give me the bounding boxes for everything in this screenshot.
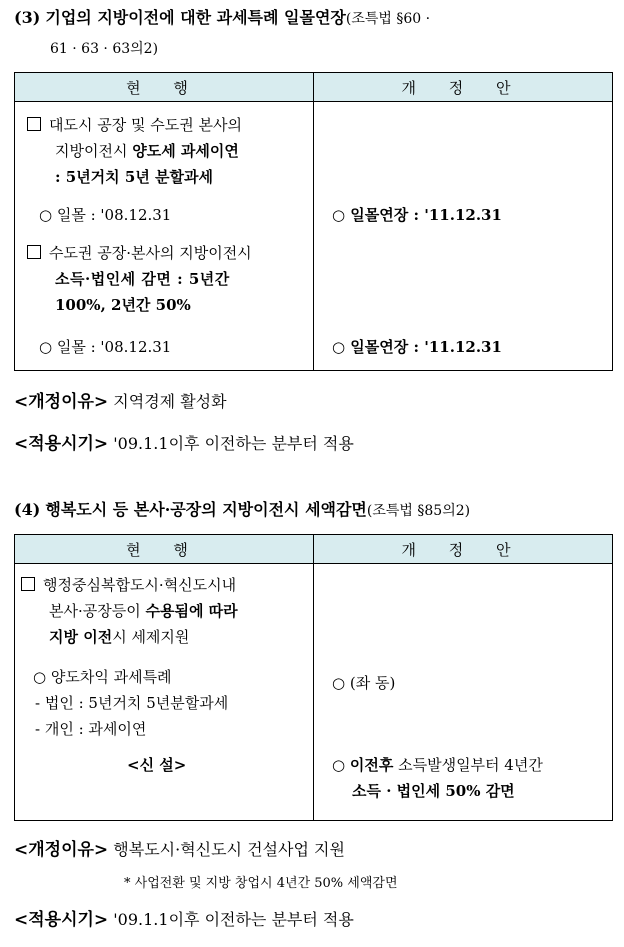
section4-number: (4) (14, 500, 41, 519)
item2-line3: 100%, 2년간 50% (55, 296, 191, 314)
item2-line2: 소득·법인세 감면 : 5년간 (55, 270, 230, 288)
section4-reason-tag: <개정이유> (14, 840, 109, 860)
right-line2c: 소득발생일부터 4년간 (393, 756, 543, 774)
section3-number: (3) (14, 8, 41, 27)
right-line2b: 이전후 (349, 756, 394, 774)
section3-reason-text: 지역경제 활성화 (113, 392, 227, 411)
section4-reason (14, 838, 345, 862)
item1-sunset: ○ 일몰 : '08.12.31 (39, 206, 172, 224)
section4-table (14, 534, 613, 821)
section3-table (14, 72, 613, 371)
section4-reason-text: 행복도시·혁신도시 건설사업 지원 (113, 840, 345, 859)
right-line1: ○ (좌 동) (332, 674, 396, 692)
item-line3b: 시 세제지원 (112, 628, 190, 646)
section4-apply-tag: <적용시기> (14, 910, 109, 930)
checkbox-icon (21, 577, 35, 591)
item-line2a: 본사·공장등이 (49, 602, 146, 620)
item1-line3: : 5년거치 5년 분할과세 (55, 168, 213, 186)
section3-reason (14, 390, 227, 414)
section4-header-proposed: 개 정 안 (314, 535, 613, 564)
sub-item2: - 법인 : 5년거치 5년분할과세 (35, 694, 229, 712)
new-label: <신 설> (127, 756, 187, 774)
item1-new-sunset: ○ 일몰연장 : '11.12.31 (332, 206, 502, 224)
checkbox-icon (27, 117, 41, 131)
right-line3: 소득 · 법인세 50% 감면 (352, 782, 515, 800)
section4-apply-text: '09.1.1이후 이전하는 분부터 적용 (113, 910, 354, 929)
item1-line2a: 지방이전시 (55, 142, 133, 160)
item2-new-sunset: ○ 일몰연장 : '11.12.31 (332, 338, 502, 356)
section3-apply-text: '09.1.1이후 이전하는 분부터 적용 (113, 434, 354, 453)
item-line3a: 지방 이전 (49, 628, 113, 646)
item2-line1: 수도권 공장·본사의 지방이전시 (49, 244, 252, 262)
section4-header-current: 현 행 (15, 535, 314, 564)
section3-header-proposed: 개 정 안 (314, 73, 613, 102)
section4-reason-note: * 사업전환 및 지방 창업시 4년간 50% 세액감면 (124, 876, 398, 891)
section3-heading (14, 6, 430, 31)
section4-apply (14, 908, 354, 932)
right-bullet: ○ (332, 756, 350, 774)
section4-heading (14, 498, 470, 523)
section3-reason-tag: <개정이유> (14, 392, 109, 412)
section3-apply-tag: <적용시기> (14, 434, 109, 454)
checkbox-icon (27, 245, 41, 259)
item-line2b: 수용됨에 따라 (145, 602, 238, 620)
item-line1: 행정중심복합도시·혁신도시내 (43, 576, 237, 594)
section4-ref: (조특법 §85의2) (366, 503, 471, 519)
sub-item3: - 개인 : 과세이연 (35, 720, 147, 738)
section4-title: 행복도시 등 본사·공장의 지방이전시 세액감면 (45, 500, 367, 519)
sub-item1: ○ 양도차익 과세특례 (33, 668, 172, 686)
section3-header-current: 현 행 (15, 73, 314, 102)
item2-sunset: ○ 일몰 : '08.12.31 (39, 338, 172, 356)
section3-apply (14, 432, 354, 456)
section3-ref-cont: 61 · 63 · 63의2) (50, 41, 159, 57)
item1-line2b: 양도세 과세이연 (132, 142, 239, 160)
section3-title: 기업의 지방이전에 대한 과세특례 일몰연장 (45, 8, 346, 27)
section3-ref: (조특법 §60 · (345, 11, 431, 27)
item1-line1: 대도시 공장 및 수도권 본사의 (49, 116, 242, 134)
